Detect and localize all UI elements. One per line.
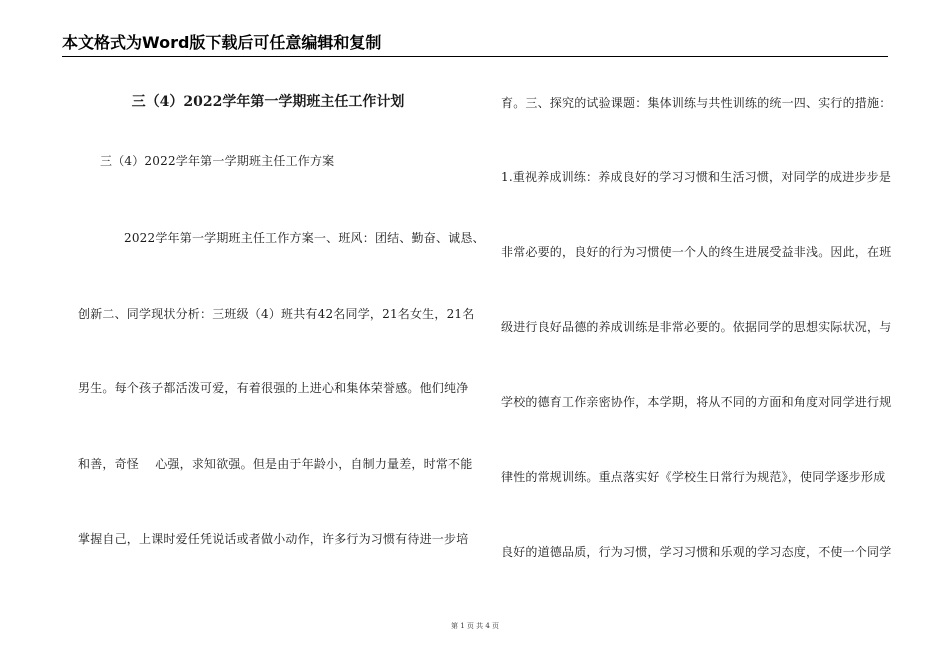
paragraph-line: 创新二、同学现状分析：三班级（4）班共有42名同学，21名女生，21名	[78, 307, 475, 321]
paragraph-line: 掌握自己，上课时爱任凭说话或者做小动作，许多行为习惯有待进一步培	[78, 532, 469, 546]
paragraph-line: 育。三、探究的试验课题：集体训练与共性训练的统一四、实行的措施：	[501, 96, 892, 110]
paragraph-line: 男生。每个孩子都活泼可爱，有着很强的上进心和集体荣誉感。他们纯净	[78, 381, 469, 395]
paragraph-line: 三（4）2022学年第一学期班主任工作方案	[100, 154, 335, 168]
paragraph-line: 非常必要的，良好的行为习惯使一个人的终生进展受益非浅。因此，在班	[501, 245, 892, 259]
paragraph-line: 良好的道德品质，行为习惯，学习习惯和乐观的学习态度，不使一个同学	[501, 545, 892, 559]
paragraph-line: 律性的常规训练。重点落实好《学校生日常行为规范》，使同学逐步形成	[501, 470, 886, 484]
paragraph-line: 和善，奇怪 心强，求知欲强。但是由于年龄小，自制力量差，时常不能	[78, 457, 473, 471]
paragraph-line: 2022学年第一学期班主任工作方案一、班风：团结、勤奋、诚恳、	[124, 231, 485, 245]
document-title: 三（4）2022学年第一学期班主任工作计划	[131, 94, 405, 110]
paragraph-line: 学校的德育工作亲密协作，本学期，将从不同的方面和角度对同学进行规	[501, 395, 892, 409]
page-number: 第 1 页 共 4 页	[450, 622, 500, 630]
header-divider	[62, 56, 888, 57]
paragraph-line: 1.重视养成训练：养成良好的学习习惯和生活习惯，对同学的成进步步是	[501, 170, 892, 184]
document-header: 本文格式为Word版下载后可任意编辑和复制	[62, 33, 382, 52]
paragraph-line: 级进行良好品德的养成训练是非常必要的。依据同学的思想实际状况，与	[501, 320, 892, 334]
